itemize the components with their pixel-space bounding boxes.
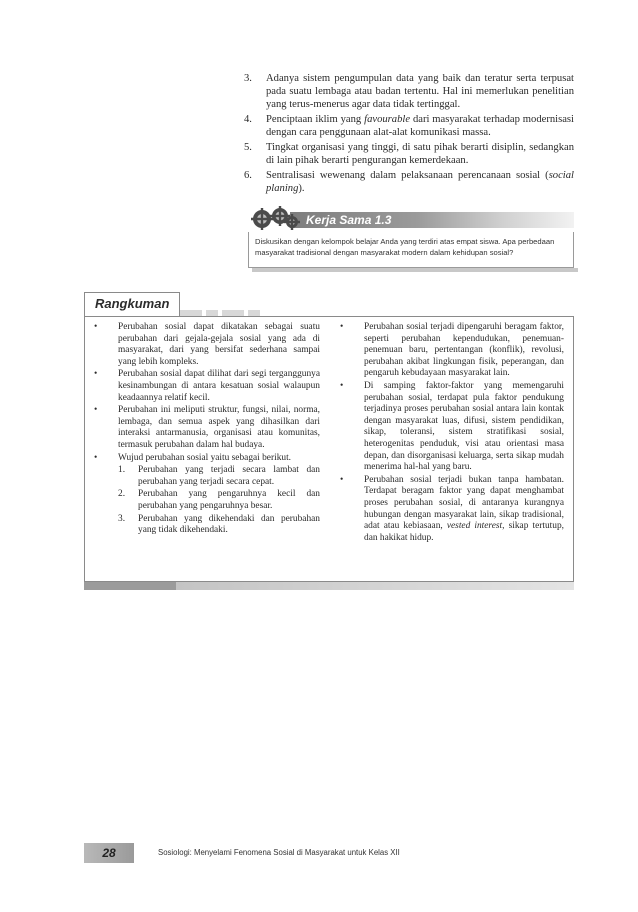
rangkuman-left-column bbox=[94, 322, 320, 538]
kerja-sama-title: Kerja Sama 1.3 bbox=[306, 213, 392, 227]
sub-list-item: 2. Perubahan yang pengaruhnya kecil dan perubahan yang pengaruhnya besar. bbox=[118, 489, 320, 511]
kerja-sama-shadow bbox=[252, 268, 578, 272]
sub-list-item: 3. Perubahan yang dikehendaki dan perubahan yang tidak dikehendaki. bbox=[118, 513, 320, 536]
list-item: • Perubahan sosial dapat dilihat dari segi terganggunya kesinambungan di antara kesatuan sosial walaupun keadaannya relatif kecil. bbox=[94, 369, 320, 403]
rangkuman-bottom-bar bbox=[84, 582, 574, 590]
list-item: • Perubahan ini meliputi struktur, fungsi, nilai, norma, lembaga, dan semua aspek yang dihasilkan dari interaksi antarmanusia, organisasi atau komunitas, termasuk perubahan dalam hal budaya. bbox=[94, 405, 320, 450]
rangkuman-title: Rangkuman bbox=[95, 296, 170, 311]
rangkuman-tab bbox=[84, 292, 180, 316]
footer-book-title: Sosiologi: Menyelami Fenomena Sosial di Masyarakat untuk Kelas XII bbox=[158, 848, 400, 857]
numbered-list bbox=[244, 72, 574, 197]
list-item: • Perubahan sosial dapat dikatakan sebagai suatu perubahan dari gejala-gejala sosial yang ada di masyarakat, dari yang bersifat sederhana sampai yang lebih kompleks. bbox=[94, 322, 320, 367]
list-item: • Wujud perubahan sosial yaitu sebagai berikut. 1. Perubahan yang terjadi secara lambat dan perubahan yang terjadi secara cepat. 2. Perubahan yang pengaruhnya kecil dan perubahan yang pengaruhnya besar. 3. Perubahan yang dikehendaki dan perubahan yang tidak dikehendaki. bbox=[94, 452, 320, 536]
rangkuman-right-column bbox=[340, 322, 564, 545]
list-item: 3. Adanya sistem pengumpulan data yang baik dan teratur serta terpusat pada suatu lembaga atau badan tertentu. Hal ini memerlukan penelitian yang terus-menerus agar data tidak tertinggal. bbox=[244, 73, 574, 110]
list-item: • Di samping faktor-faktor yang memengaruhi perubahan sosial, terdapat pula faktor pendukung terjadinya proses perubahan sosial antara lain kontak dengan masyarakat luas, difusi, sistem pendidikan, sikap, toleransi, sistem stratifikasi sosial, heterogenitas penduduk, visi atau orientasi masa depan, dan disorganisasi keluarga, serta sikap mudah menerima hal-hal yang baru. bbox=[340, 380, 564, 473]
kerja-sama-header bbox=[248, 204, 574, 232]
page-number-box bbox=[84, 843, 134, 863]
list-item: 6. Sentralisasi wewenang dalam pelaksanaan perencanaan sosial (social planing). bbox=[244, 170, 574, 194]
list-item: 5. Tingkat organisasi yang tinggi, di satu pihak berarti disiplin, sedangkan di lain pihak berarti pengurangan kemerdekaan. bbox=[244, 142, 574, 166]
sub-list bbox=[118, 465, 320, 537]
list-item: 4. Penciptaan iklim yang favourable dari masyarakat terhadap modernisasi dengan cara penggunaan alat-alat komunikasi massa. bbox=[244, 114, 574, 138]
gears-icon bbox=[248, 204, 300, 232]
kerja-sama-body: Diskusikan dengan kelompok belajar Anda yang terdiri atas empat siswa. Apa perbedaan masyarakat tradisional dengan masyarakat modern dalam kehidupan sosial? bbox=[248, 232, 574, 268]
page-number: 28 bbox=[102, 846, 116, 860]
sub-list-item: 1. Perubahan yang terjadi secara lambat dan perubahan yang terjadi secara cepat. bbox=[118, 465, 320, 487]
list-item: • Perubahan sosial terjadi bukan tanpa hambatan. Terdapat beragam faktor yang dapat menghambat proses perubahan sosial, di antaranya kurangnya hubungan dengan masyarakat lain, sikap tradisional, adat atau kebiasaan, vested interest, sikap tertutup, dan hakikat hidup. bbox=[340, 474, 564, 543]
list-item: • Perubahan sosial terjadi dipengaruhi beragam faktor, seperti perubahan kependudukan, penemuan-penemuan baru, pertentangan (konflik), revolusi, perubahan akibat lingkungan fisik, peperangan, dan pengaruh kebudayaan masyarakat lain. bbox=[340, 322, 564, 379]
